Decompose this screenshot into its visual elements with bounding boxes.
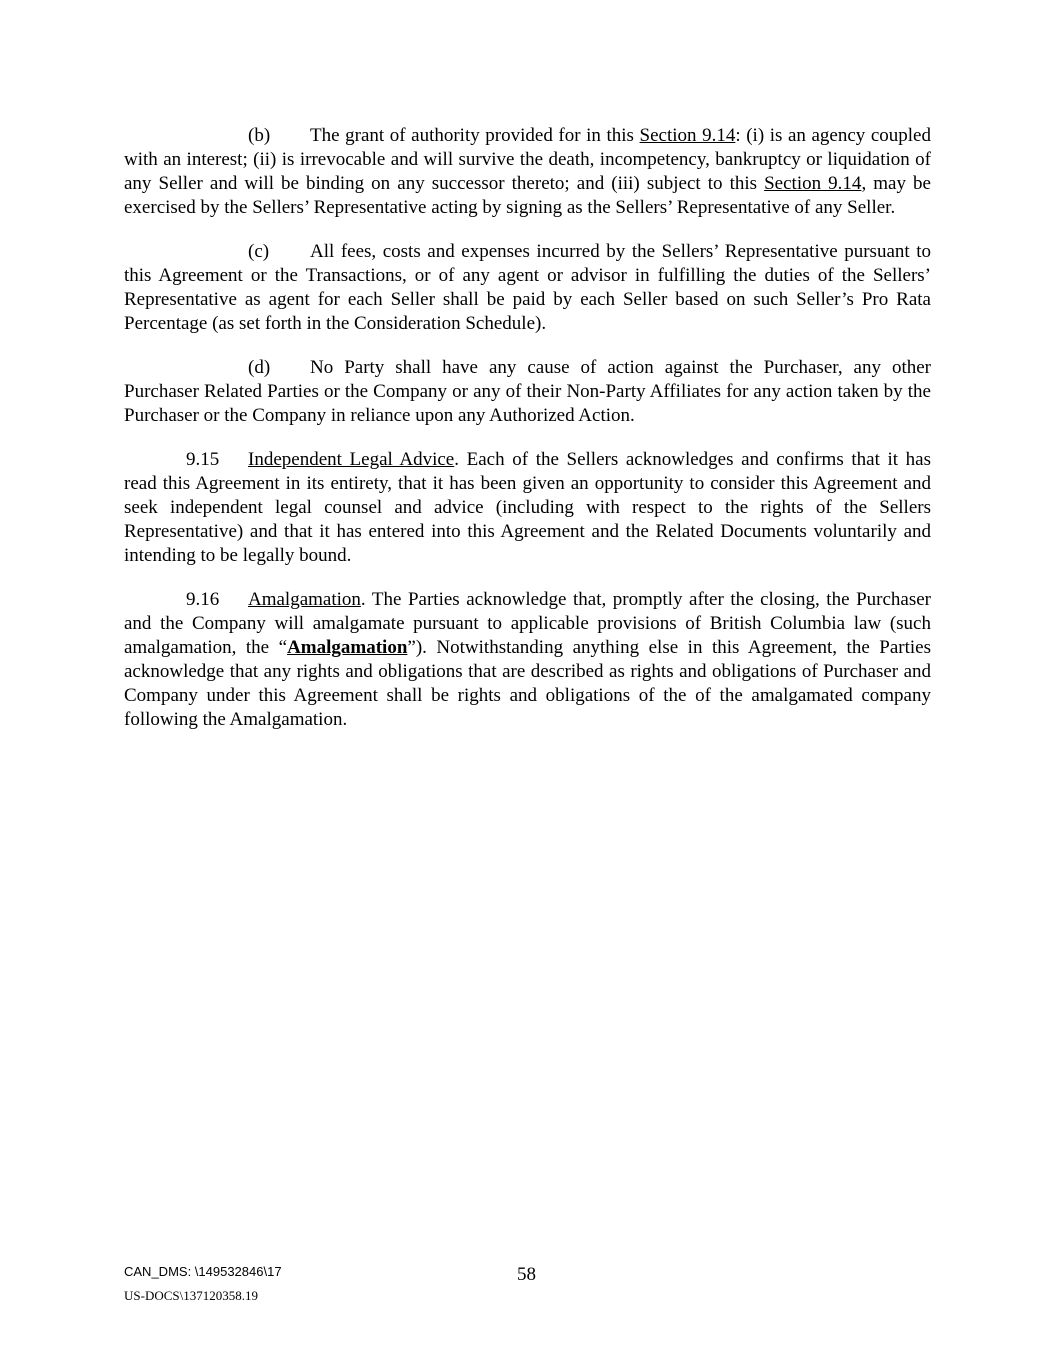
section-9-15	[124, 448, 931, 568]
section-9-16-text-2: ”). Notwithstanding anything else in this Agreement, the Parties acknowledge that any rights and obligations that are described as rights and obligations of Purchaser and Company under this Agreement shall be rights and obligations of the of the amalgamated company following the Amalgamation.	[124, 637, 931, 730]
section-9-16-heading: Amalgamation	[248, 589, 361, 610]
section-9-15-text: . Each of the Sellers acknowledges and confirms that it has read this Agreement in its entirety, that it has been given an opportunity to consider this Agreement and seek independent legal counsel and advice (including with respect to the rights of the Sellers Representative) and that it has entered into this Agreement and the Related Documents voluntarily and intending to be legally bound.	[124, 449, 931, 566]
section-reference-link[interactable]: Section 9.14	[639, 125, 736, 146]
page-number: 58	[517, 1264, 536, 1285]
defined-term-amalgamation: Amalgamation	[287, 637, 408, 658]
footer-doc-id-can: CAN_DMS: \149532846\17	[124, 1264, 282, 1279]
paragraph-c-label: (c)	[248, 241, 270, 262]
document-body	[124, 124, 931, 752]
paragraph-c-text: All fees, costs and expenses incurred by the Sellers’ Representative pursuant to this Agreement or the Transactions, or of any agent or advisor in fulfilling the duties of the Sellers’ Representative as agent for each Seller shall be paid by each Seller based on such Seller’s Pro Rata Percentage (as set forth in the Consideration Schedule).	[124, 241, 931, 334]
section-9-16-text-1: . The Parties acknowledge that, promptly after the closing, the Purchaser and the Company will amalgamate pursuant to applicable provisions of British Columbia law (such amalgamation, the “	[124, 589, 931, 658]
section-9-16-number: 9.16	[186, 589, 220, 610]
paragraph-d	[124, 356, 931, 428]
section-9-16	[124, 588, 931, 732]
paragraph-b-label: (b)	[248, 125, 271, 146]
paragraph-d-text: No Party shall have any cause of action against the Purchaser, any other Purchaser Related Parties or the Company or any of their Non-Party Affiliates for any action taken by the Purchaser or the Company in reliance upon any Authorized Action.	[124, 357, 931, 426]
paragraph-b-text-1: The grant of authority provided for in this	[310, 125, 640, 146]
paragraph-b-text-3: , may be exercised by the Sellers’ Representative acting by signing as the Sellers’ Representative of any Seller.	[124, 173, 931, 218]
paragraph-b-text-2: : (i) is an agency coupled with an interest; (ii) is irrevocable and will survive the death, incompetency, bankruptcy or liquidation of any Seller and will be binding on any successor thereto; and (iii) subject to this	[124, 125, 931, 194]
section-reference-link[interactable]: Section 9.14	[764, 173, 862, 194]
section-9-15-number: 9.15	[186, 449, 220, 470]
paragraph-b	[124, 124, 931, 220]
paragraph-c	[124, 240, 931, 336]
footer-doc-id-us: US-DOCS\137120358.19	[124, 1288, 258, 1303]
paragraph-d-label: (d)	[248, 357, 271, 378]
section-9-15-heading: Independent Legal Advice	[248, 449, 455, 470]
